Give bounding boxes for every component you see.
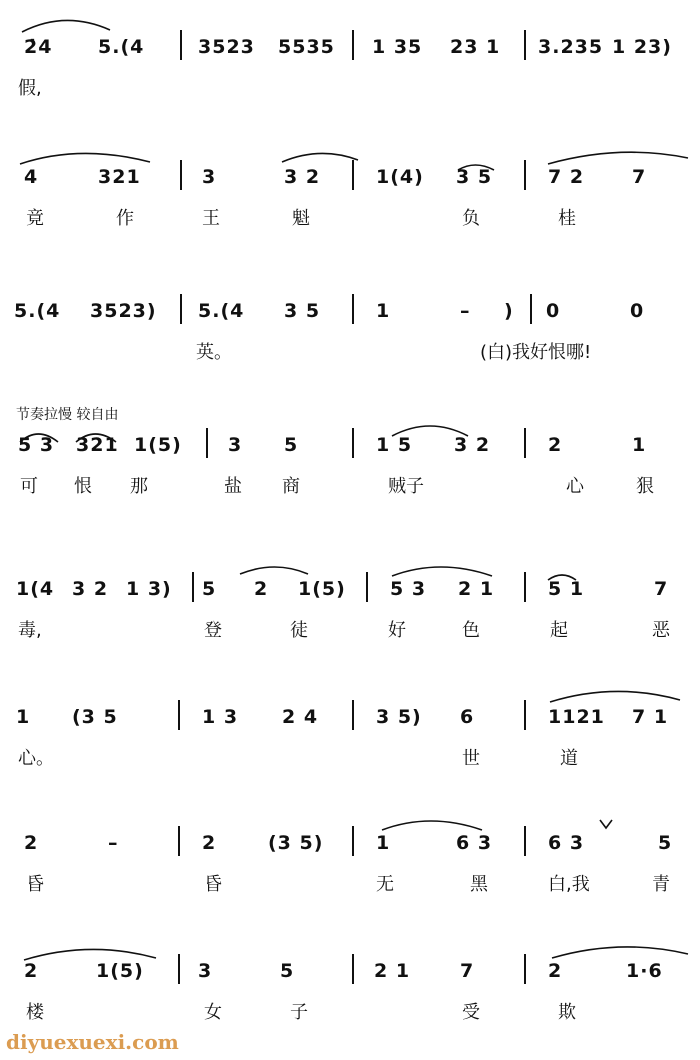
- note: 5.(4: [14, 300, 61, 322]
- lyric: 昏: [204, 874, 222, 895]
- note: (3 5: [72, 706, 118, 728]
- note: 5: [658, 832, 673, 854]
- lyric: 贼子: [388, 476, 424, 497]
- lyric: 狠: [636, 476, 654, 497]
- barline: [352, 700, 354, 730]
- barline: [524, 160, 526, 190]
- note: 2 4: [282, 706, 319, 728]
- note: 0: [546, 300, 561, 322]
- note: 5: [284, 434, 299, 456]
- note: 1(4): [376, 166, 424, 188]
- note: 23 1: [450, 36, 501, 58]
- note: –: [460, 300, 471, 322]
- notes-row: [0, 806, 700, 856]
- note: 5 3: [390, 578, 427, 600]
- note: (3 5): [268, 832, 324, 854]
- lyrics-row: [0, 472, 700, 500]
- note: 1(5): [96, 960, 144, 982]
- note: 4: [24, 166, 39, 188]
- note: 5: [202, 578, 217, 600]
- system-1: [0, 10, 700, 130]
- note: 5535: [278, 36, 335, 58]
- barline: [352, 30, 354, 60]
- barline: [192, 572, 194, 602]
- lyric: 色: [462, 620, 480, 641]
- barline: [352, 160, 354, 190]
- lyrics-row: [0, 744, 700, 772]
- note: 1: [376, 300, 391, 322]
- note: 5 1: [548, 578, 585, 600]
- note: 321: [76, 434, 119, 456]
- lyric: 商: [282, 476, 300, 497]
- barline: [180, 30, 182, 60]
- lyric: 世: [462, 748, 480, 769]
- note: 7 2: [548, 166, 585, 188]
- lyric: 负: [462, 208, 480, 229]
- lyric: 起: [550, 620, 568, 641]
- note: 2: [202, 832, 217, 854]
- note: 3: [198, 960, 213, 982]
- barline: [524, 572, 526, 602]
- notes-row: [0, 274, 700, 324]
- note: 1·6: [626, 960, 663, 982]
- system-2: [0, 140, 700, 260]
- note: 3 5: [456, 166, 493, 188]
- note: 2: [548, 434, 563, 456]
- lyrics-row: [0, 616, 700, 644]
- barline: [366, 572, 368, 602]
- lyric: (白)我好恨哪!: [480, 342, 592, 363]
- note: 1: [376, 832, 391, 854]
- lyric: 黑: [470, 874, 488, 895]
- note: 1 3: [202, 706, 239, 728]
- lyric: 假,: [18, 78, 42, 99]
- lyric: 好: [388, 620, 406, 641]
- note: 2: [254, 578, 269, 600]
- barline: [180, 160, 182, 190]
- barline: [352, 954, 354, 984]
- barline: [178, 826, 180, 856]
- note: 1 23): [612, 36, 672, 58]
- note: 0: [630, 300, 645, 322]
- note: 3: [228, 434, 243, 456]
- lyric: 竟: [26, 208, 44, 229]
- note: ): [504, 300, 514, 322]
- system-3: [0, 274, 700, 394]
- system-4: [0, 408, 700, 528]
- note: 7: [654, 578, 669, 600]
- lyrics-row: [0, 870, 700, 898]
- lyric: 心。: [18, 748, 54, 769]
- lyric: 受: [462, 1002, 480, 1023]
- note: 5 3: [18, 434, 55, 456]
- lyric: 恶: [652, 620, 670, 641]
- note: 1: [632, 434, 647, 456]
- note: 3: [202, 166, 217, 188]
- note: 3 5: [284, 300, 321, 322]
- tempo-marking: 节奏拉慢 较自由: [16, 407, 119, 423]
- note: 3 5): [376, 706, 422, 728]
- lyrics-row: [0, 74, 700, 102]
- note: 3523): [90, 300, 157, 322]
- system-6: [0, 680, 700, 800]
- lyric: 盐: [224, 476, 242, 497]
- barline: [180, 294, 182, 324]
- lyric: 徒: [290, 620, 308, 641]
- notes-row: [0, 10, 700, 60]
- note: 3 2: [72, 578, 109, 600]
- barline: [524, 428, 526, 458]
- lyric: 王: [202, 208, 220, 229]
- lyric: 可: [20, 476, 38, 497]
- lyrics-row: [0, 204, 700, 232]
- lyric: 恨: [74, 476, 92, 497]
- lyric: 魁: [292, 208, 310, 229]
- note: 1: [16, 706, 31, 728]
- lyric: 登: [204, 620, 222, 641]
- system-7: [0, 806, 700, 926]
- notes-row: [0, 680, 700, 730]
- note: 1 35: [372, 36, 423, 58]
- lyric: 昏: [26, 874, 44, 895]
- note: 5.(4: [98, 36, 145, 58]
- note: 3 2: [454, 434, 491, 456]
- lyrics-row: [0, 998, 700, 1026]
- note: 2 1: [374, 960, 411, 982]
- note: –: [108, 832, 119, 854]
- note: 2: [548, 960, 563, 982]
- note: 1 3): [126, 578, 172, 600]
- note: 6: [460, 706, 475, 728]
- note: 6 3: [456, 832, 493, 854]
- note: 5.(4: [198, 300, 245, 322]
- note: 3523: [198, 36, 255, 58]
- watermark: diyuexuexi.com: [6, 1030, 179, 1054]
- lyric: 子: [290, 1002, 308, 1023]
- note: 1(4: [16, 578, 55, 600]
- notes-row: [0, 934, 700, 984]
- note: 2: [24, 832, 39, 854]
- lyric: 白,我: [548, 874, 590, 895]
- note: 5: [280, 960, 295, 982]
- note: 3 2: [284, 166, 321, 188]
- lyric: 毒,: [18, 620, 42, 641]
- lyric: 无: [376, 874, 394, 895]
- barline: [524, 700, 526, 730]
- lyric: 桂: [558, 208, 576, 229]
- note: 1 5: [376, 434, 413, 456]
- lyric: 楼: [26, 1002, 44, 1023]
- note: 2 1: [458, 578, 495, 600]
- note: 2: [24, 960, 39, 982]
- notes-row: [0, 408, 700, 458]
- note: 1(5): [134, 434, 182, 456]
- note: 3.235: [538, 36, 604, 58]
- barline: [524, 826, 526, 856]
- lyric: 欺: [558, 1002, 576, 1023]
- lyric: 心: [566, 476, 584, 497]
- note: 321: [98, 166, 141, 188]
- lyric: 青: [652, 874, 670, 895]
- barline: [352, 826, 354, 856]
- barline: [524, 30, 526, 60]
- barline: [178, 700, 180, 730]
- lyric: 作: [116, 208, 134, 229]
- note: 2̇4: [24, 36, 53, 58]
- system-5: [0, 552, 700, 672]
- lyric: 那: [130, 476, 148, 497]
- barline: [206, 428, 208, 458]
- barline: [530, 294, 532, 324]
- notes-row: [0, 140, 700, 190]
- barline: [352, 428, 354, 458]
- note: 6 3: [548, 832, 585, 854]
- barline: [178, 954, 180, 984]
- note: 1(5): [298, 578, 346, 600]
- lyric: 女: [204, 1002, 222, 1023]
- note: 7: [460, 960, 475, 982]
- barline: [352, 294, 354, 324]
- lyric: 英。: [196, 342, 232, 363]
- note: 1121: [548, 706, 605, 728]
- notes-row: [0, 552, 700, 602]
- note: 7 1: [632, 706, 669, 728]
- lyric: 道: [560, 748, 578, 769]
- barline: [524, 954, 526, 984]
- note: 7: [632, 166, 647, 188]
- lyrics-row: [0, 338, 700, 366]
